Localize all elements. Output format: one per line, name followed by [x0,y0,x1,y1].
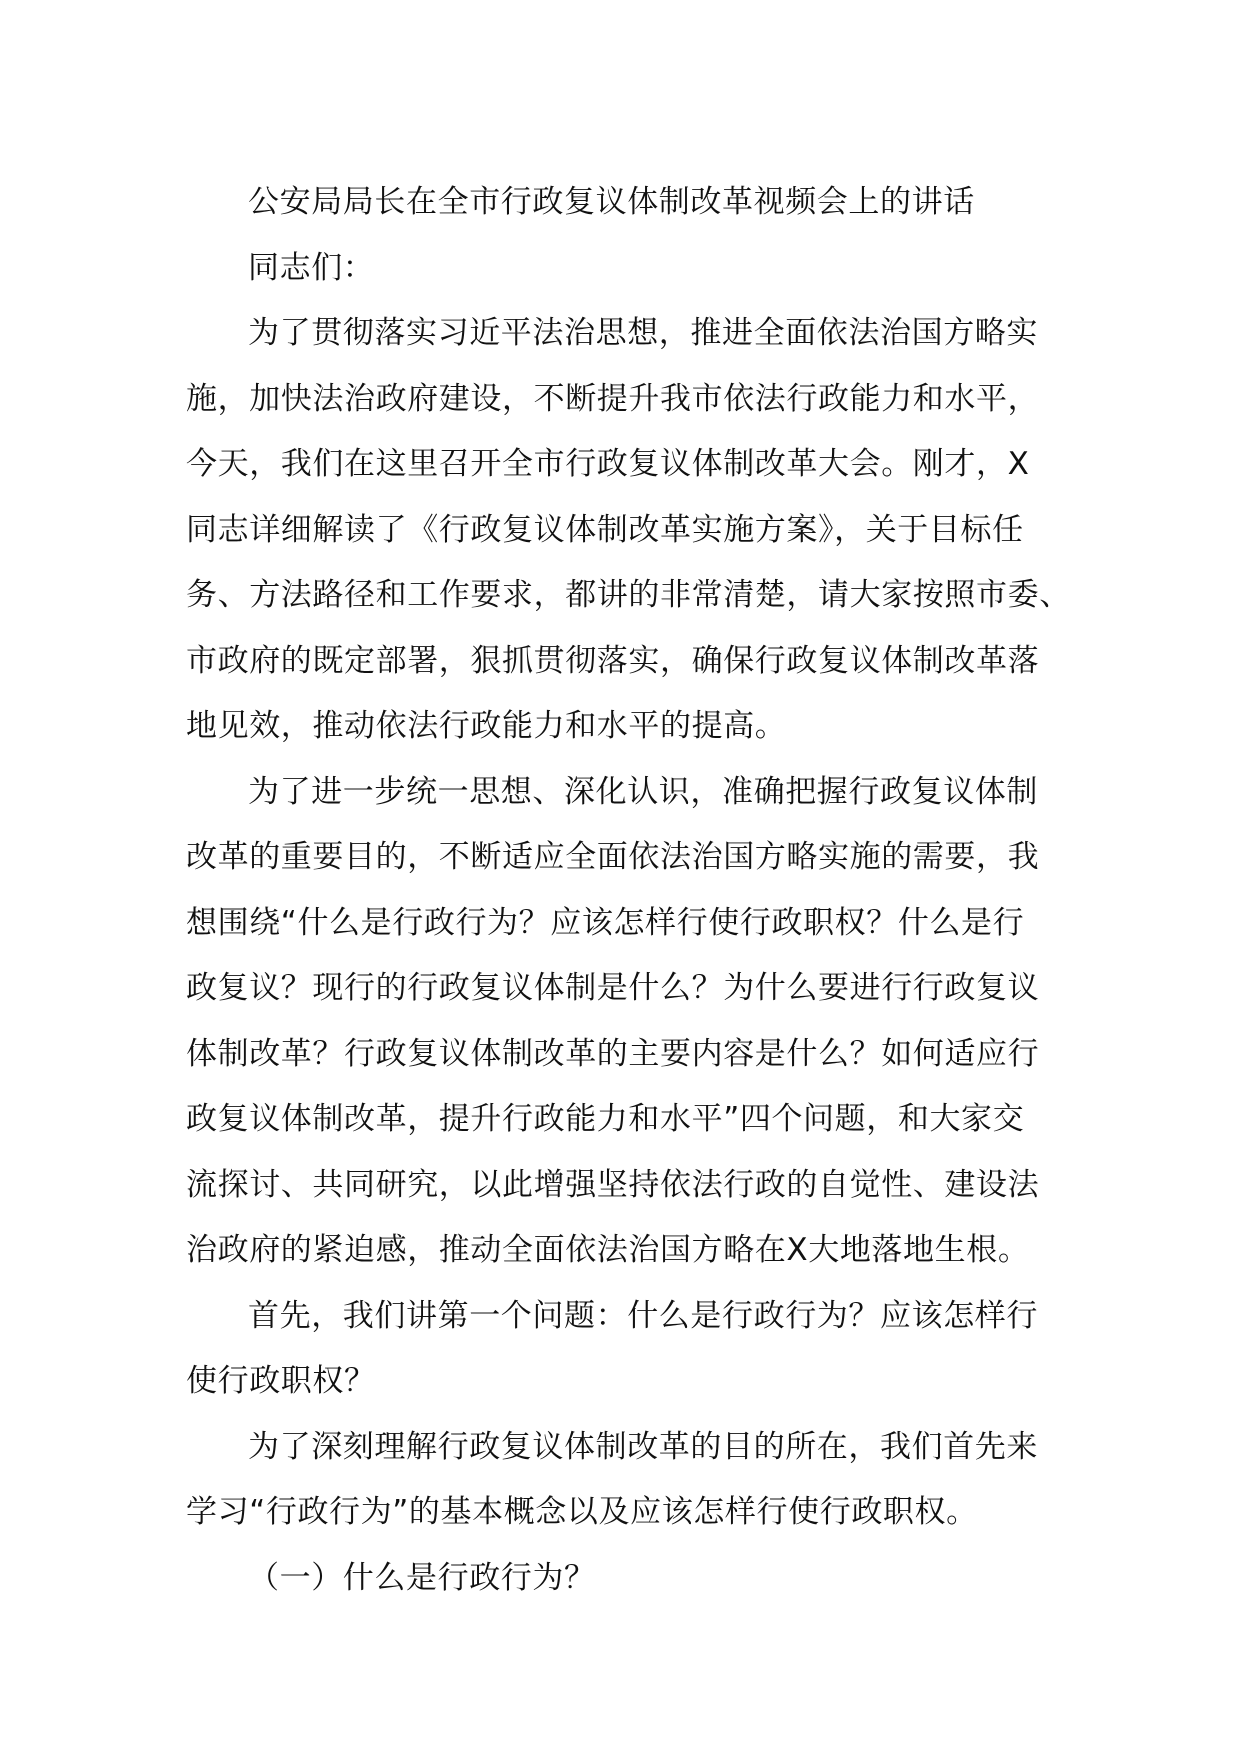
paragraph-line: 想围绕“什么是行政行为？应该怎样行使行政职权？什么是行 [186,904,1025,941]
paragraph-line: 为了进一步统一思想、深化认识，准确把握行政复议体制 [248,773,1038,810]
paragraph-line: 市政府的既定部署，狠抓贯彻落实，确保行政复议体制改革落 [186,642,1040,679]
salutation: 同志们： [248,249,375,286]
paragraph-line: 同志详细解读了《行政复议体制改革实施方案》，关于目标任 [186,511,1024,548]
paragraph-2 [186,760,1066,1284]
paragraph-line: 首先，我们讲第一个问题：什么是行政行为？应该怎样行 [248,1297,1038,1334]
subheading: （一）什么是行政行为？ [248,1559,596,1596]
paragraph-3 [186,1284,1066,1415]
paragraph-line: 地见效，推动依法行政能力和水平的提高。 [186,708,787,744]
paragraph-line: 流探讨、共同研究，以此增强坚持依法行政的自觉性、建设法 [186,1166,1040,1203]
paragraph-line: 学习“行政行为”的基本概念以及应该怎样行使行政职权。 [186,1494,978,1530]
paragraph-line: 为了深刻理解行政复议体制改革的目的所在，我们首先来 [248,1428,1038,1465]
paragraph-line: 今天，我们在这里召开全市行政复议体制改革大会。刚才，X [186,446,1030,482]
document-body [186,170,1071,1611]
paragraph-line: 政复议？现行的行政复议体制是什么？为什么要进行行政复议 [186,970,1040,1006]
paragraph-line: 务、方法路径和工作要求，都讲的非常清楚，请大家按照市委、 [186,577,1071,613]
paragraph-line: 治政府的紧迫感，推动全面依法治国方略在X大地落地生根。 [186,1232,1030,1268]
paragraph-line: 体制改革？行政复议体制改革的主要内容是什么？如何适应行 [186,1035,1040,1072]
paragraph-line: 使行政职权？ [186,1363,376,1399]
document-title: 公安局局长在全市行政复议体制改革视频会上的讲话 [248,184,975,220]
paragraph-line: 政复议体制改革，提升行政能力和水平”四个问题，和大家交 [186,1101,1025,1137]
paragraph-line: 改革的重要目的，不断适应全面依法治国方略实施的需要，我 [186,839,1040,875]
paragraph-line: 施，加快法治政府建设，不断提升我市依法行政能力和水平， [186,380,1040,417]
paragraph-1 [186,301,1071,760]
paragraph-line: 为了贯彻落实习近平法治思想，推进全面依法治国方略实 [248,315,1038,351]
paragraph-4 [186,1415,1066,1546]
